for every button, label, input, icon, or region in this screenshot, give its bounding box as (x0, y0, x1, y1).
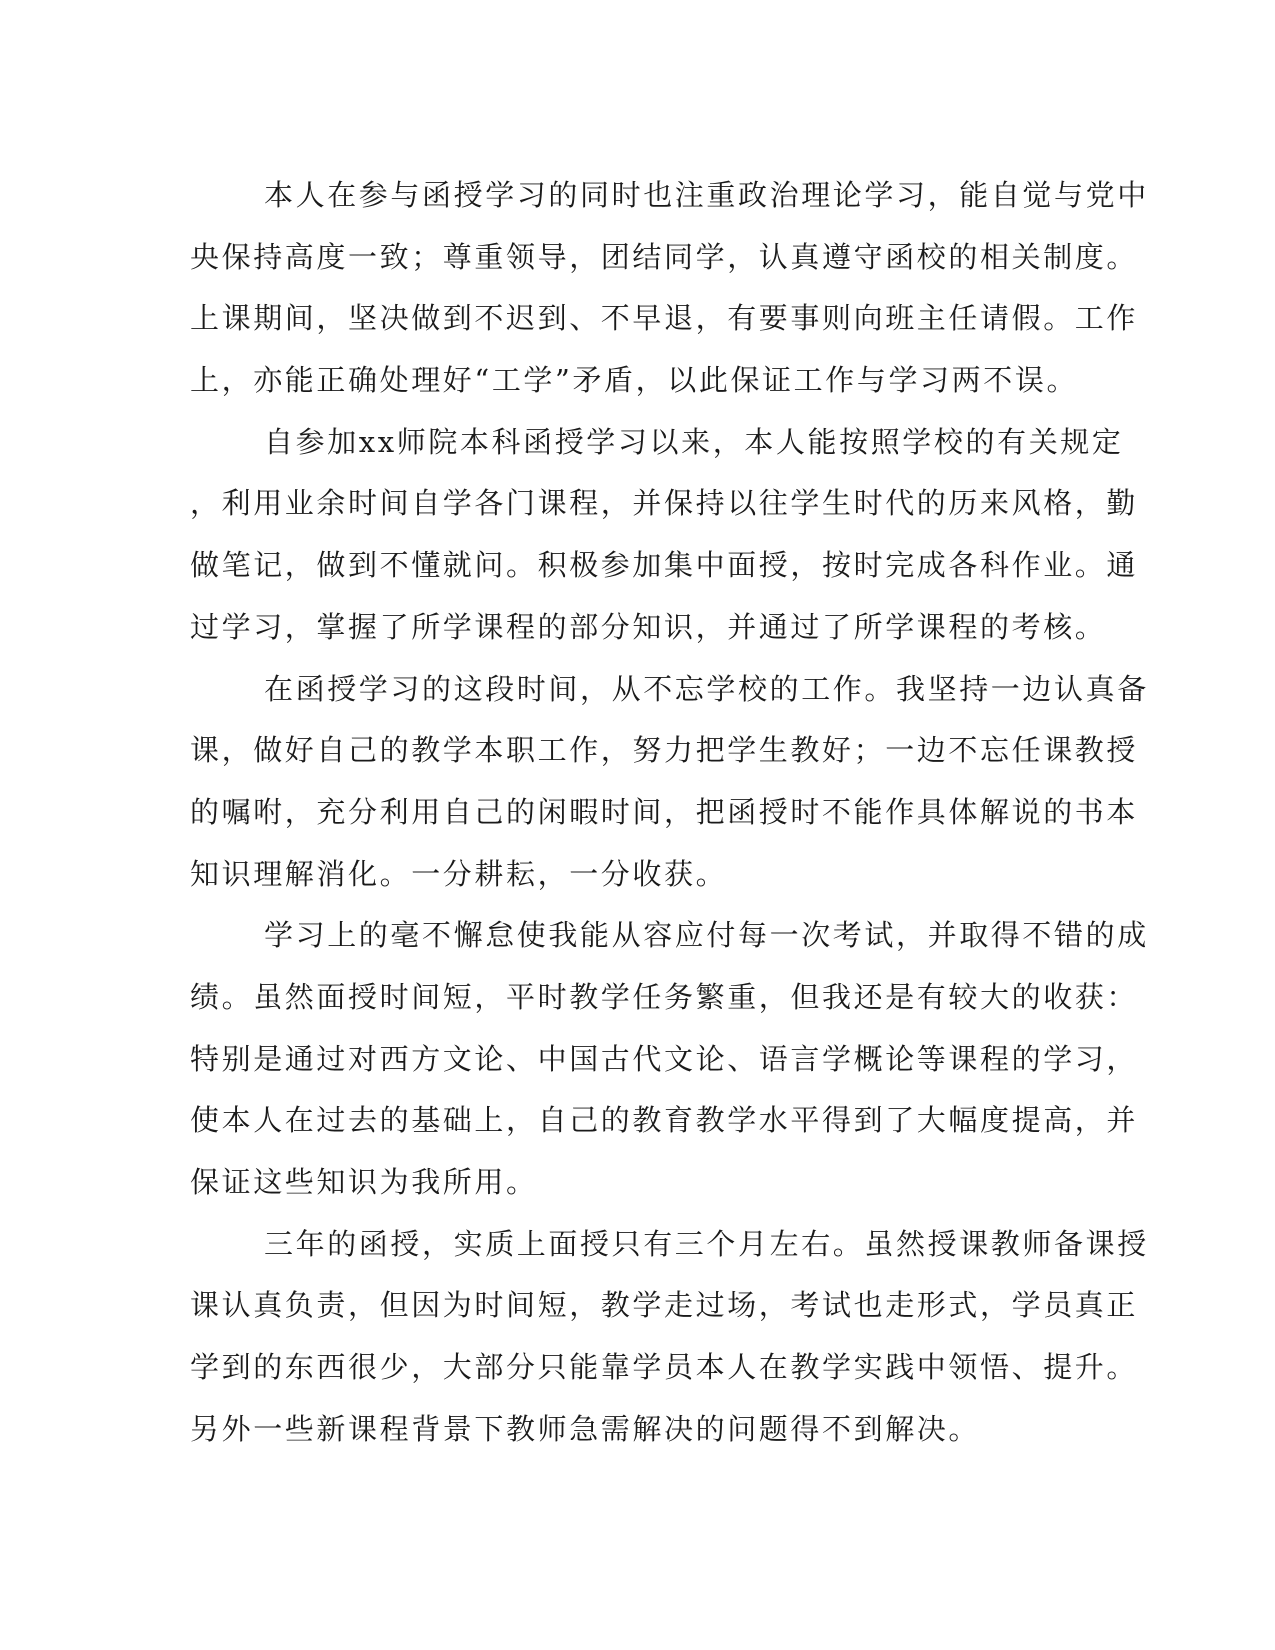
paragraph-line: 保证这些知识为我所用。 (190, 1165, 538, 1199)
paragraph-line: 在函授学习的这段时间，从不忘学校的工作。我坚持一边认真备 (264, 671, 1149, 706)
paragraph-line: 学到的东西很少，大部分只能靠学员本人在教学实践中领悟、提升。 (190, 1350, 1139, 1385)
paragraph-4 (190, 905, 1149, 1213)
paragraph-line: 特别是通过对西方文论、中国古代文论、语言学概论等课程的学习， (190, 1041, 1139, 1076)
paragraph-line: 知识理解消化。一分耕耘，一分收获。 (190, 856, 728, 891)
paragraph-line: 过学习，掌握了所学课程的部分知识，并通过了所学课程的考核。 (190, 609, 1107, 644)
paragraph-2 (190, 412, 1139, 659)
paragraph-3 (190, 659, 1149, 906)
paragraph-line: 本人在参与函授学习的同时也注重政治理论学习，能自觉与党中 (264, 178, 1149, 212)
body-text (190, 165, 1149, 1460)
paragraph-line: 另外一些新课程背景下教师急需解决的问题得不到解决。 (190, 1411, 981, 1446)
paragraph-line: 课认真负责，但因为时间短，教学走过场，考试也走形式，学员真正 (190, 1288, 1139, 1323)
paragraph-line: 做笔记，做到不懂就问。积极参加集中面授，按时完成各科作业。通 (190, 548, 1139, 583)
paragraph-5 (190, 1214, 1149, 1461)
paragraph-line: ，利用业余时间自学各门课程，并保持以往学生时代的历来风格，勤 (190, 486, 1139, 521)
paragraph-line: 使本人在过去的基础上，自己的教育教学水平得到了大幅度提高，并 (190, 1103, 1139, 1138)
paragraph-line: 学习上的毫不懈怠使我能从容应付每一次考试，并取得不错的成 (264, 918, 1149, 953)
paragraph-line: 上，亦能正确处理好“工学”矛盾，以此保证工作与学习两不误。 (190, 363, 1079, 398)
paragraph-line: 自参加xx师院本科函授学习以来，本人能按照学校的有关规定 (264, 424, 1124, 459)
paragraph-line: 的嘱咐，充分利用自己的闲暇时间，把函授时不能作具体解说的书本 (190, 794, 1139, 829)
paragraph-line: 三年的函授，实质上面授只有三个月左右。虽然授课教师备课授 (264, 1226, 1149, 1261)
paragraph-line: 绩。虽然面授时间短，平时教学任务繁重，但我还是有较大的收获： (190, 979, 1139, 1014)
paragraph-1 (190, 165, 1149, 412)
paragraph-line: 央保持高度一致；尊重领导，团结同学，认真遵守函校的相关制度。 (190, 239, 1139, 274)
paragraph-line: 课，做好自己的教学本职工作，努力把学生教好；一边不忘任课教授 (190, 733, 1139, 768)
paragraph-line: 上课期间，坚决做到不迟到、不早退，有要事则向班主任请假。工作 (190, 301, 1139, 336)
